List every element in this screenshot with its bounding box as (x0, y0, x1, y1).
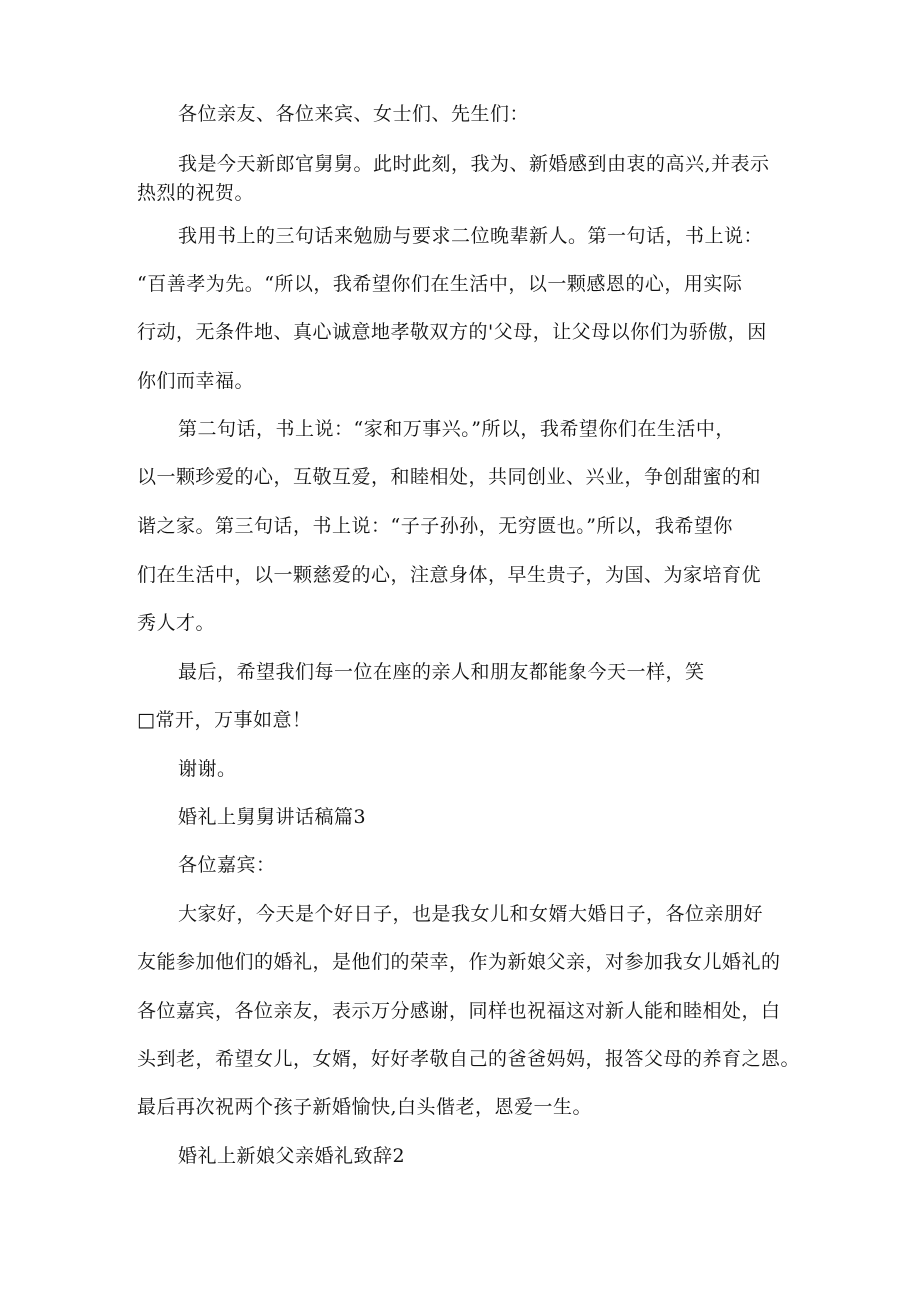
paragraph-line: □常开，万事如意！ (137, 709, 312, 731)
paragraph-line: 友能参加他们的婚礼，是他们的荣幸，作为新娘父亲，对参加我女儿婚礼的 (137, 951, 781, 973)
paragraph-line: 第二句话，书上说：“家和万事兴。”所以，我希望你们在生活中， (178, 418, 735, 440)
paragraph-line: 各位嘉宾，各位亲友，表示万分感谢，同样也祝福这对新人能和睦相处，白 (137, 1000, 781, 1022)
paragraph-line: 你们而幸福。 (137, 370, 255, 392)
paragraph-line: 头到老，希望女儿，女婿，好好孝敬自己的爸爸妈妈，报答父母的养育之恩。 (137, 1048, 801, 1070)
paragraph-line: 谐之家。第三句话，书上说：“子子孙孙，无穷匮也。”所以，我希望你 (137, 515, 733, 537)
paragraph-line: 秀人才。 (137, 612, 216, 634)
paragraph-line: 我用书上的三句话来勉励与要求二位晚辈新人。第一句话，书上说： (178, 225, 764, 247)
paragraph-line: 最后再次祝两个孩子新婚愉快,白头偕老，恩爱一生。 (137, 1096, 593, 1118)
paragraph-line: 我是今天新郎官舅舅。此时此刻，我为、新婚感到由衷的高兴,并表示 (178, 153, 770, 175)
paragraph-line: 们在生活中，以一颗慈爱的心，注意身体，早生贵子，为国、为家培育优 (137, 564, 762, 586)
paragraph-line: 以一颗珍爱的心，互敬互爱，和睦相处，共同创业、兴业，争创甜蜜的和 (137, 466, 762, 488)
paragraph-line: “百善孝为先。“所以，我希望你们在生活中，以一颗感恩的心，用实际 (137, 273, 743, 295)
section-heading: 婚礼上舅舅讲话稿篇3 (178, 806, 367, 828)
paragraph-line: 热烈的祝贺。 (137, 182, 255, 204)
paragraph-greeting: 各位嘉宾： (178, 854, 276, 876)
paragraph-line: 大家好，今天是个好日子，也是我女儿和女婿大婚日子，各位亲朋好 (178, 903, 764, 925)
section-heading: 婚礼上新娘父亲婚礼致辞2 (178, 1145, 406, 1167)
paragraph-thanks: 谢谢。 (178, 758, 237, 780)
paragraph-line: 行动，无条件地、真心诚意地孝敬双方的'父母，让父母以你们为骄傲，因 (137, 321, 767, 343)
paragraph-greeting: 各位亲友、各位来宾、女士们、先生们： (178, 103, 530, 125)
paragraph-line: 最后，希望我们每一位在座的亲人和朋友都能象今天一样，笑 (178, 661, 705, 683)
